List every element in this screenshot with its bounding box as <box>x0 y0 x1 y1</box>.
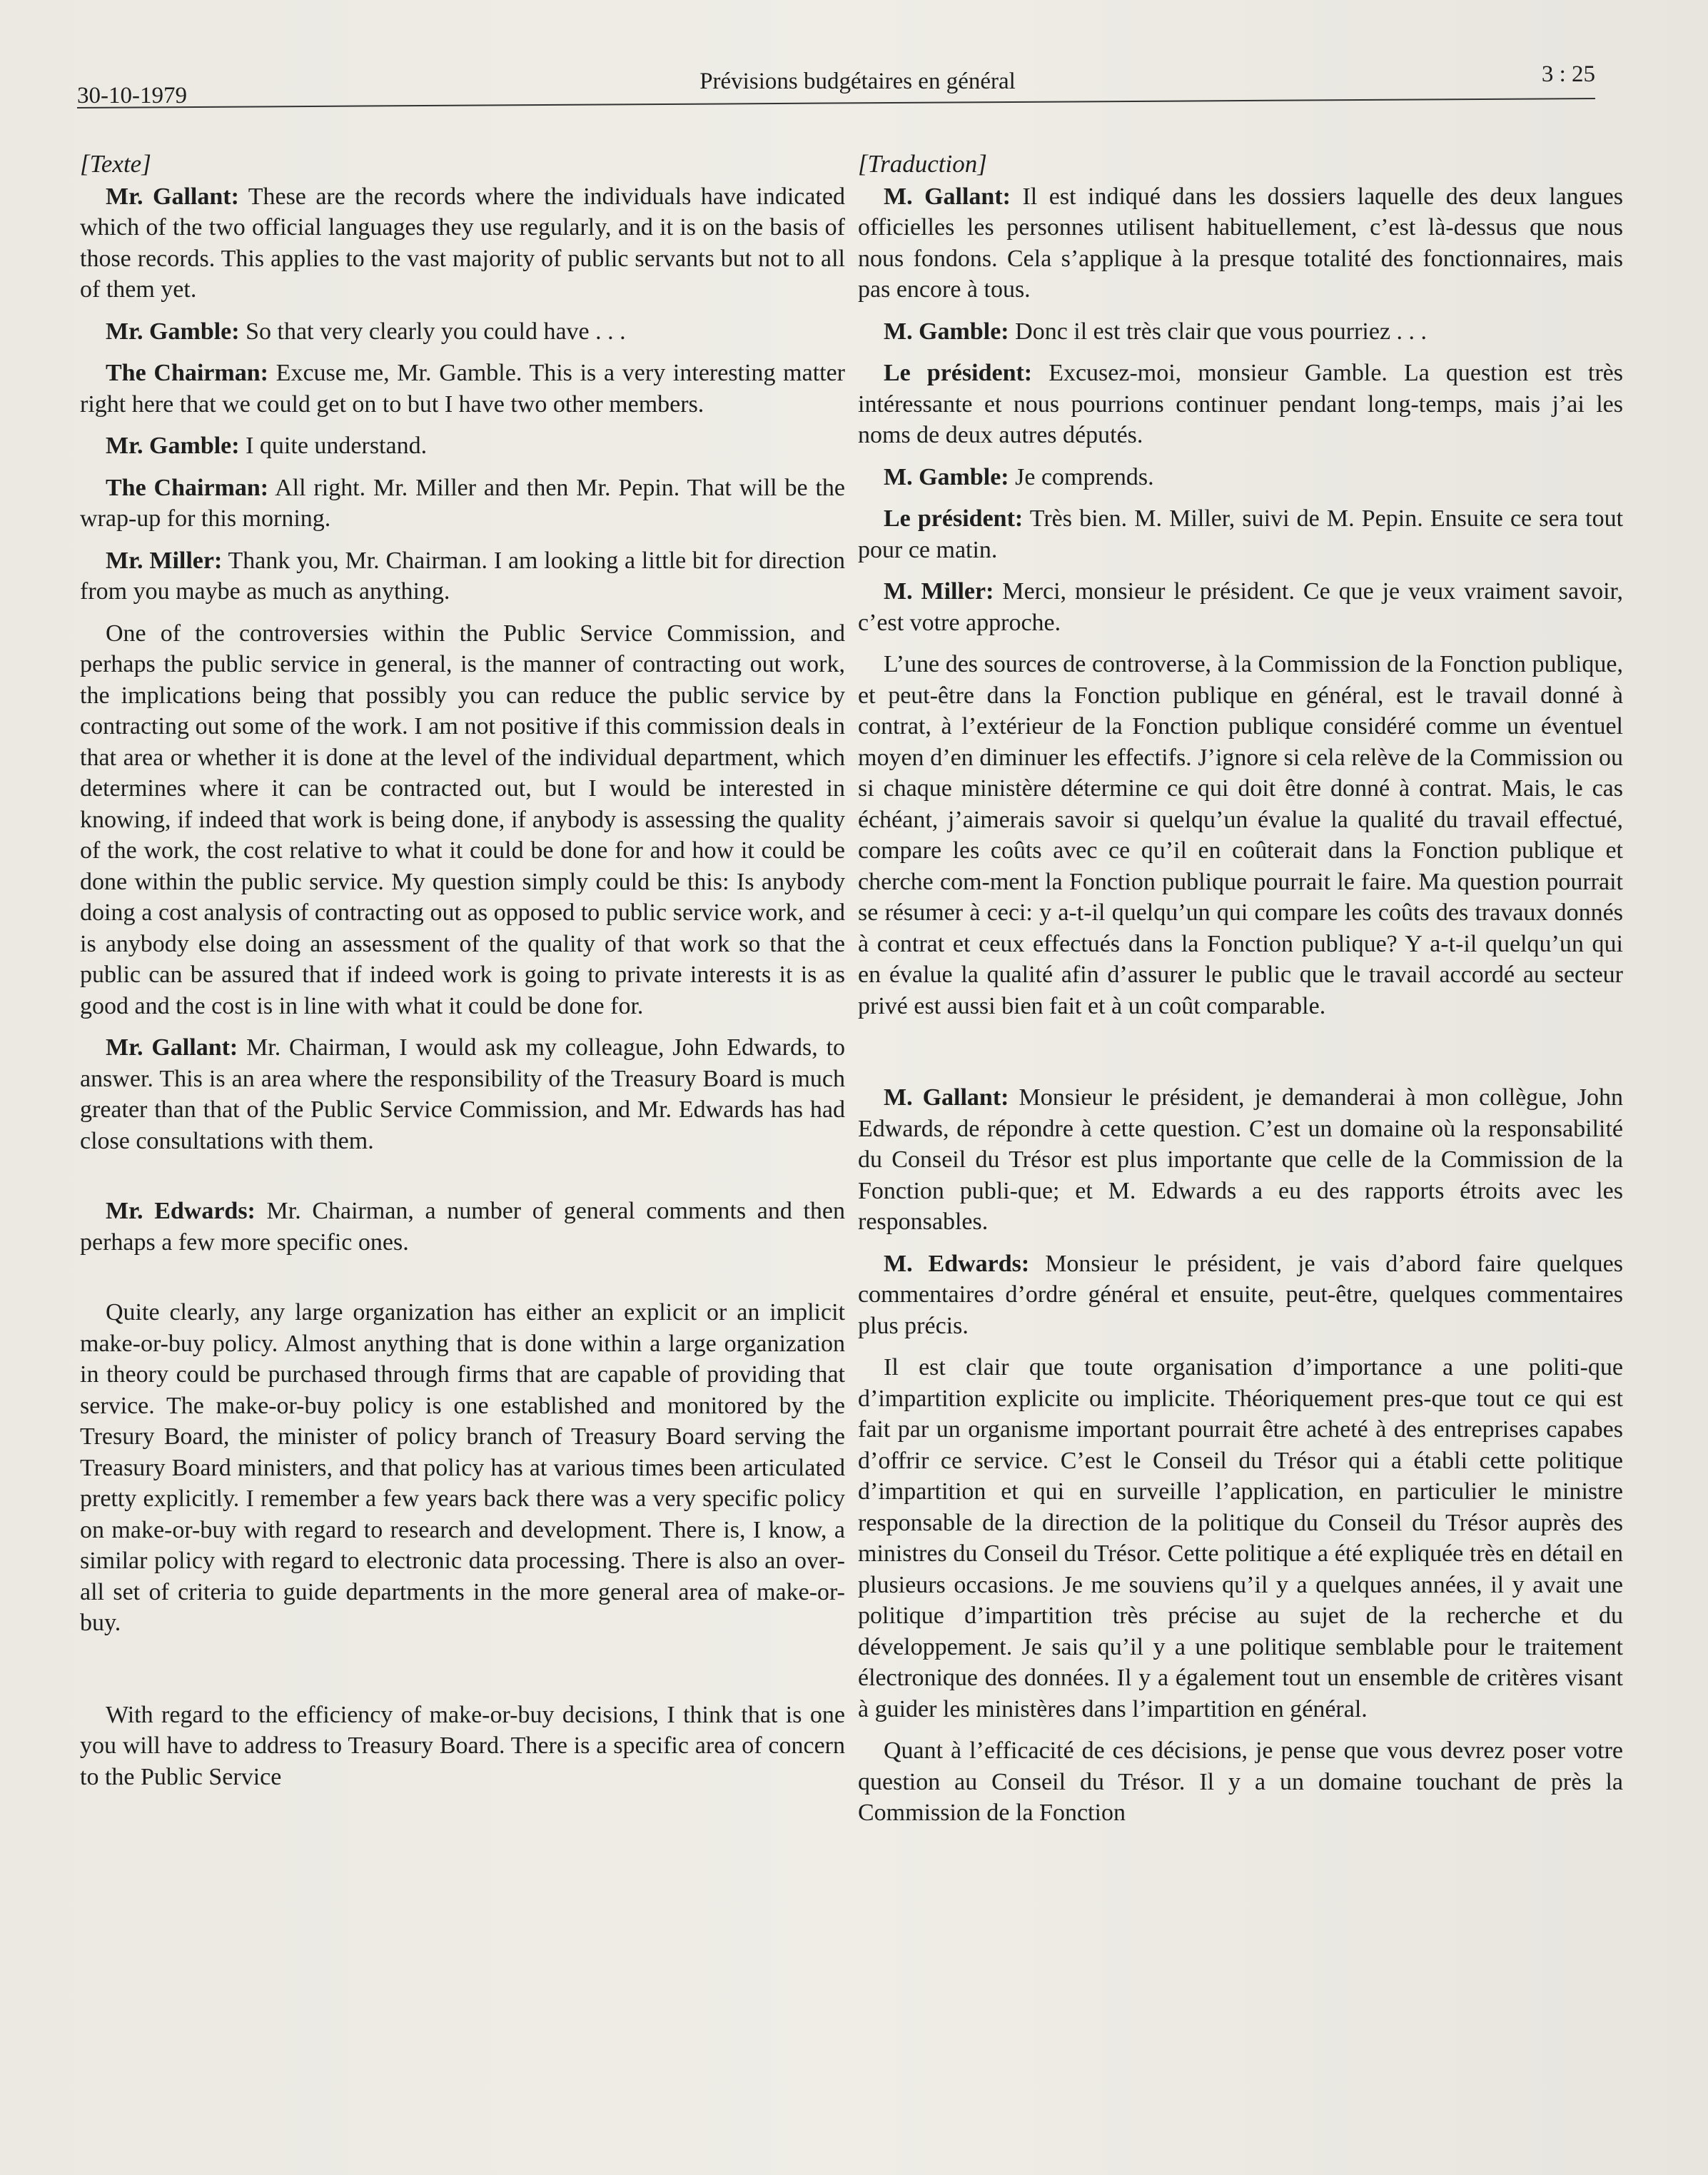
paragraph-text: Il est clair que toute organisation d’importance a une politi-que d’impartition explicite ou implicite. Théoriquement pres-que tout ce qui est fait par un organisme important pourrait être acheté à des entreprises capabes d’offrir ce service. C’est le Conseil du Trésor qui a établi cette politique d’impartition et qui en surveille l’application, en particulier le ministre responsable de la direction de la politique du Conseil du Trésor auprès des ministres du Conseil du Trésor. Cette politique a été expliquée très en détail en plusieurs occasions. Je me souviens qu’il y a quelques années, il y avait une politique d’impartition très précise au sujet de la recherche et du développement. Je sais qu’il y a une politique semblable pour le traitement électronique des données. Il y a également tout un ensemble de critères visant à guider les ministères dans l’impartition en général. <box>858 1354 1623 1722</box>
left-paragraph <box>80 430 845 462</box>
left-column-label: [Texte] <box>80 150 151 178</box>
right-paragraph <box>858 316 1623 348</box>
speaker-name: Mr. Miller: <box>106 547 223 574</box>
speaker-name: Mr. Gallant: <box>106 183 239 210</box>
speaker-name: Mr. Edwards: <box>106 1198 256 1224</box>
left-paragraph <box>80 358 845 420</box>
paragraph-text: All right. Mr. Miller and then Mr. Pepin. That will be the wrap-up for this morning. <box>80 474 845 532</box>
right-paragraph <box>858 503 1623 565</box>
header-date: 30-10-1979 <box>77 83 187 109</box>
paragraph-text: Excuse me, Mr. Gamble. This is a very interesting matter right here that we could get on to but I have two other members. <box>80 360 846 418</box>
speaker-name: Mr. Gamble: <box>106 318 240 345</box>
paragraph-text: So that very clearly you could have . . . <box>246 318 626 345</box>
right-paragraph <box>858 1735 1623 1829</box>
spacer <box>80 1167 845 1196</box>
right-paragraph <box>858 1352 1623 1725</box>
right-paragraph <box>858 462 1623 493</box>
paragraph-text: Très bien. M. Miller, suivi de M. Pepin. Ensuite ce sera tout pour ce matin. <box>858 505 1624 563</box>
paragraph-text: I quite understand. <box>246 433 428 459</box>
paragraph-text: Donc il est très clair que vous pourriez . . . <box>1015 318 1427 345</box>
speaker-name: M. Edwards: <box>884 1250 1030 1277</box>
right-paragraph <box>858 181 1623 306</box>
right-paragraph <box>858 576 1623 638</box>
speaker-name: Le président: <box>884 505 1024 532</box>
right-paragraph <box>858 1082 1623 1238</box>
speaker-name: M. Gamble: <box>884 463 1009 490</box>
paragraph-text: Quant à l’efficacité de ces décisions, je pense que vous devrez poser votre question au Conseil du Trésor. Il y a un domaine touchant de près la Commission de la Fonction <box>858 1737 1623 1826</box>
speaker-name: Mr. Gamble: <box>106 433 240 459</box>
paragraph-text: Monsieur le président, je vais d’abord faire quelques commentaires d’ordre général et ensuite, peut-être, quelques commentaires plus précis. <box>858 1250 1623 1339</box>
speaker-name: M. Gallant: <box>884 183 1011 210</box>
right-paragraph <box>858 1248 1623 1342</box>
left-paragraph <box>80 473 845 535</box>
paragraph-text: Excusez-moi, monsieur Gamble. La question est très intéressante et nous pourrions continuer pendant long-temps, mais j’ai les noms de deux autres députés. <box>858 360 1624 448</box>
left-paragraph <box>80 618 845 1022</box>
paragraph-text: Merci, monsieur le président. Ce que je veux vraiment savoir, c’est votre approche. <box>858 578 1623 636</box>
paragraph-text: These are the records where the individuals have indicated which of the two official languages they use regularly, and it is on the basis of those records. This applies to the vast majority of public servants but not to all of them yet. <box>80 183 845 303</box>
speaker-name: M. Miller: <box>884 578 994 605</box>
header-page-number: 3 : 25 <box>1541 61 1595 87</box>
paragraph-text: L’une des sources de controverse, à la Commission de la Fonction publique, et peut-être dans la Fonction publique en général, est le travail donné à contrat, à l’extérieur de la Fonction publique considéré comme un éventuel moyen d’en diminuer les effectifs. J’ignore si cela relève de la Commission ou si chaque ministère détermine ce qui doit être donné à contrat. Mais, le cas échéant, j’aimerais savoir si quelqu’un évalue la qualité du travail effectué, compare les coûts avec ce qu’il en coûterait dans la Fonction publique et cherche com-ment la Fonction publique pourrait le faire. Ma question pourrait se résumer à ceci: y a-t-il quelqu’un qui compare les coûts des travaux donnés à contrat et ceux effectués dans la Fonction publique? Y a-t-il quelqu’un qui en évalue la qualité afin d’assurer le public que le travail accordé au secteur privé est aussi bien fait et à un coût comparable. <box>858 651 1623 1019</box>
speaker-name: Mr. Gallant: <box>106 1034 238 1061</box>
paragraph-text: Thank you, Mr. Chairman. I am looking a little bit for direction from you maybe as much as anything. <box>80 547 846 605</box>
paragraph-text: Mr. Chairman, a number of general comments and then perhaps a few more specific ones. <box>80 1198 846 1256</box>
right-column-label: [Traduction] <box>858 150 987 178</box>
speaker-name: Le président: <box>884 360 1033 386</box>
right-column-french <box>858 148 1623 1840</box>
speaker-name: M. Gallant: <box>884 1084 1009 1111</box>
speaker-name: M. Gamble: <box>884 318 1009 345</box>
right-paragraph <box>858 649 1623 1021</box>
spacer <box>80 1268 845 1297</box>
spacer <box>80 1650 845 1700</box>
right-paragraph <box>858 358 1623 451</box>
left-paragraph <box>80 545 845 607</box>
paragraph-text: One of the controversies within the Public Service Commission, and perhaps the public service in general, is the manner of contracting out work, the implications being that possibly you can reduce the public service by contracting out some of the work. I am not positive if this commission deals in that area or whether it is done at the level of the individual department, which determines where it can be contracted out, but I would be interested in knowing, if indeed that work is being done, if anybody is assessing the quality of the work, the cost relative to what it could be done for and how it could be done within the public service. My question simply could be this: Is anybody doing a cost analysis of contracting out as opposed to public service work, and is anybody else doing an assessment of the quality of that work so that the public can be assured that if indeed work is going to private interests it is as good and the cost is in line with what it could be done for. <box>80 620 845 1019</box>
paragraph-text: Mr. Chairman, I would ask my colleague, John Edwards, to answer. This is an area where the responsibility of the Treasury Board is much greater than that of the Public Service Commission, and Mr. Edwards has had close consultations with them. <box>80 1034 846 1154</box>
left-paragraph <box>80 1297 845 1639</box>
left-paragraph <box>80 1700 845 1793</box>
paragraph-text: Monsieur le président, je demanderai à mon collègue, John Edwards, de répondre à cette question. C’est un domaine où la responsabilité du Conseil du Trésor est plus importante que celle de la Commission de la Fonction publi-que; et M. Edwards a eu des rapports étroits avec les responsables. <box>858 1084 1623 1235</box>
left-paragraph <box>80 316 845 348</box>
left-column-english <box>80 148 845 1803</box>
paragraph-text: With regard to the efficiency of make-or-buy decisions, I think that is one you will have to address to Treasury Board. There is a specific area of concern to the Public Service <box>80 1701 845 1790</box>
speaker-name: The Chairman: <box>106 360 268 386</box>
speaker-name: The Chairman: <box>106 474 269 501</box>
left-paragraph <box>80 1196 845 1258</box>
spacer <box>858 1032 1623 1082</box>
paragraph-text: Je comprends. <box>1015 463 1154 490</box>
header-title: Prévisions budgétaires en général <box>699 69 1016 94</box>
paragraph-text: Quite clearly, any large organization has either an explicit or an implicit make-or-buy policy. Almost anything that is done within a large organization in theory could be purchased through firms that are capable of providing that service. The make-or-buy policy is one established and monitored by the Tresury Board, the minister of policy branch of Treasury Board serving the Treasury Board ministers, and that policy has at various times been articulated pretty explicitly. I remember a few years back there was a very specific policy on make-or-buy with regard to research and development. There is, I know, a similar policy with regard to electronic data processing. There is also an over-all set of criteria to guide departments in the more general area of make-or-buy. <box>80 1299 845 1636</box>
left-paragraph <box>80 1032 845 1156</box>
left-paragraph <box>80 181 845 306</box>
paragraph-text: Il est indiqué dans les dossiers laquelle des deux langues officielles les personnes utilisent habituellement, c’est là-dessus que nous nous fondons. Cela s’applique à la presque totalité des fonctionnaires, mais pas encore à tous. <box>858 183 1623 303</box>
